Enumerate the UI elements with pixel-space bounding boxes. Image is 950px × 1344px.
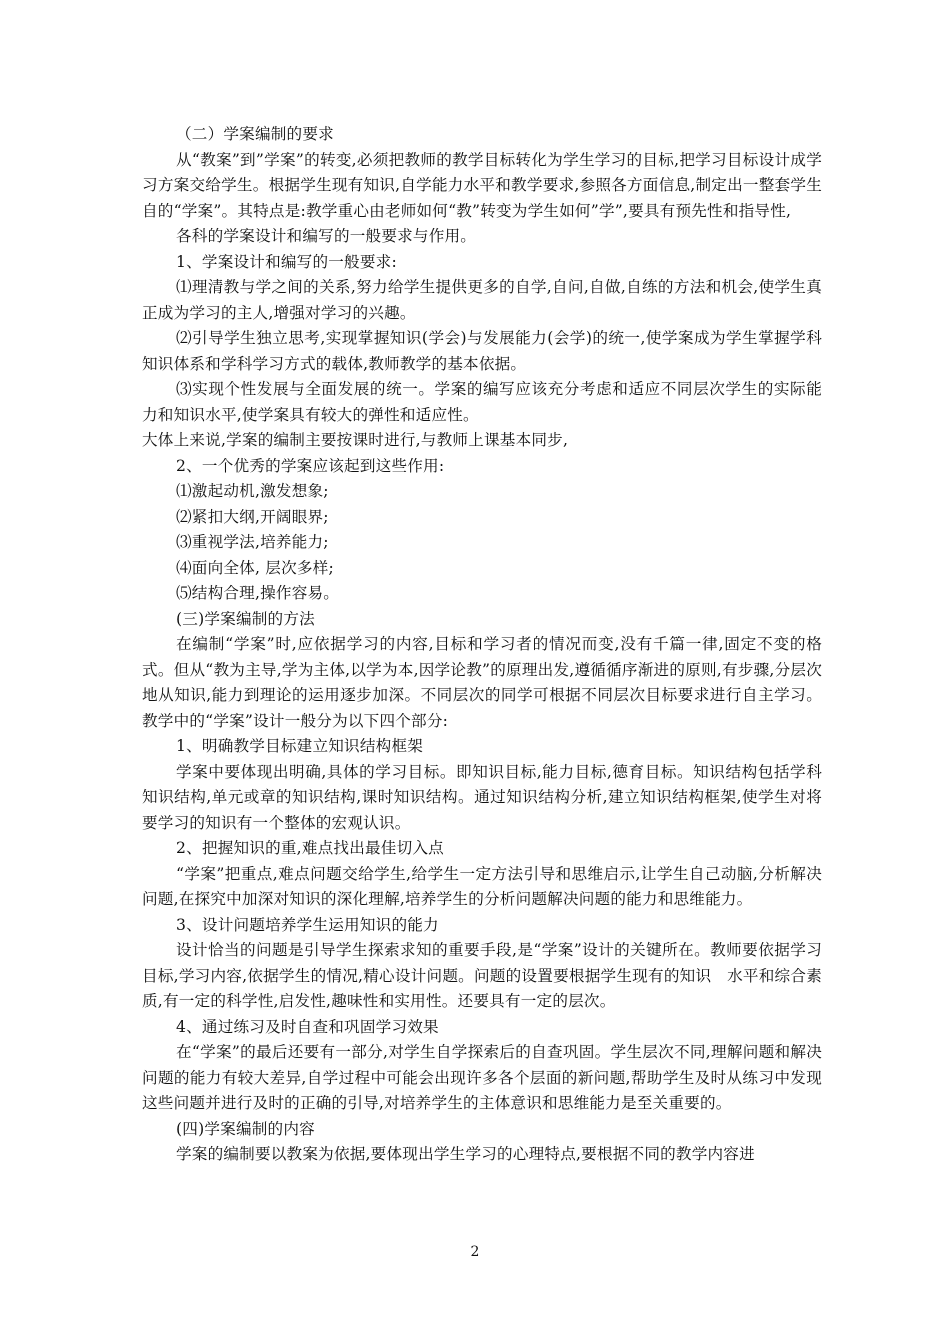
paragraph: 在“学案”的最后还要有一部分,对学生自学探索后的自查巩固。学生层次不同,理解问题和解决问题的能力有较大差异,自学过程中可能会出现许多各个层面的新问题,帮助学生及时从练习中发现这些问题并进行及时的正确的引导,对培养学生的主体意识和思维能力是至关重要的。 — [142, 1043, 822, 1112]
subheading: 2、把握知识的重,难点找出最佳切入点 — [176, 839, 444, 857]
list-item: ⑵紧扣大纲,开阔眼界; — [176, 507, 329, 526]
list-item: ⑴激起动机,激发想象; — [176, 482, 329, 500]
list-item: ⑸结构合理,操作容易。 — [176, 584, 340, 602]
paragraph: 各科的学案设计和编写的一般要求与作用。 — [176, 227, 477, 245]
section-heading-requirements: （二）学案编制的要求 — [176, 125, 334, 143]
subheading: 3、设计问题培养学生运用知识的能力 — [176, 915, 439, 934]
page-number: 2 — [470, 1244, 480, 1260]
document-body — [142, 122, 822, 1168]
paragraph: 设计恰当的问题是引导学生探索求知的重要手段,是“学案”设计的关键所在。教师要依据学习目标,学习内容,依据学生的情况,精心设计问题。问题的设置要根据学生现有的知识 水平和综合素质,有一定的科学性,启发性,趣味性和实用性。还要具有一定的层次。 — [142, 941, 822, 1010]
paragraph: 学案中要体现出明确,具体的学习目标。即知识目标,能力目标,德育目标。知识结构包括学科知识结构,单元或章的知识结构,课时知识结构。通过知识结构分析,建立知识结构框架,使学生对将要学习的知识有一个整体的宏观认识。 — [142, 762, 822, 832]
paragraph: 学案的编制要以教案为依据,要体现出学生学习的心理特点,要根据不同的教学内容进 — [176, 1145, 755, 1163]
list-item: ⑶重视学法,培养能力; — [176, 533, 329, 551]
subheading: 2、一个优秀的学案应该起到这些作用: — [176, 456, 445, 475]
subheading: 4、通过练习及时自查和巩固学习效果 — [176, 1017, 439, 1036]
paragraph: 从“教案”到”学案”的转变,必须把教师的教学目标转化为学生学习的目标,把学习目标设计成学习方案交给学生。根据学生现有知识,自学能力水平和教学要求,参照各方面信息,制定出一整套学生自的“学案”。其特点是:教学重心由老师如何“教”转变为学生如何”学”,要具有预先性和指导性, — [142, 150, 822, 220]
paragraph: 大体上来说,学案的编制主要按课时进行,与教师上课基本同步, — [142, 431, 569, 449]
section-heading-content: (四)学案编制的内容 — [176, 1119, 315, 1138]
subheading: 1、明确教学目标建立知识结构框架 — [176, 737, 424, 755]
section-heading-methods: (三)学案编制的方法 — [176, 609, 315, 628]
list-item: ⑴理清教与学之间的关系,努力给学生提供更多的自学,自问,自做,自练的方法和机会,使学生真正成为学习的主人,增强对学习的兴趣。 — [142, 278, 822, 322]
list-item: ⑷面向全体, 层次多样; — [176, 558, 334, 577]
paragraph: “学案”把重点,难点问题交给学生,给学生一定方法引导和思维启示,让学生自己动脑,分析解决问题,在探究中加深对知识的深化理解,培养学生的分析问题解决问题的能力和思维能力。 — [142, 864, 822, 908]
list-item: ⑵引导学生独立思考,实现掌握知识(学会)与发展能力(会学)的统一,使学案成为学生掌握学科知识体系和学科学习方式的载体,教师教学的基本依据。 — [142, 329, 822, 373]
paragraph: 在编制“学案”时,应依据学习的内容,目标和学习者的情况而变,没有千篇一律,固定不变的格式。但从“教为主导,学为主体,以学为本,因学论教”的原理出发,遵循循序渐进的原则,有步骤,分层次地从知识,能力到理论的运用逐步加深。不同层次的同学可根据不同层次目标要求进行自主学习。教学中的“学案”设计一般分为以下四个部分: — [142, 635, 822, 730]
subheading: 1、学案设计和编写的一般要求: — [176, 252, 397, 271]
list-item: ⑶实现个性发展与全面发展的统一。学案的编写应该充分考虑和适应不同层次学生的实际能力和知识水平,使学案具有较大的弹性和适应性。 — [142, 380, 822, 424]
